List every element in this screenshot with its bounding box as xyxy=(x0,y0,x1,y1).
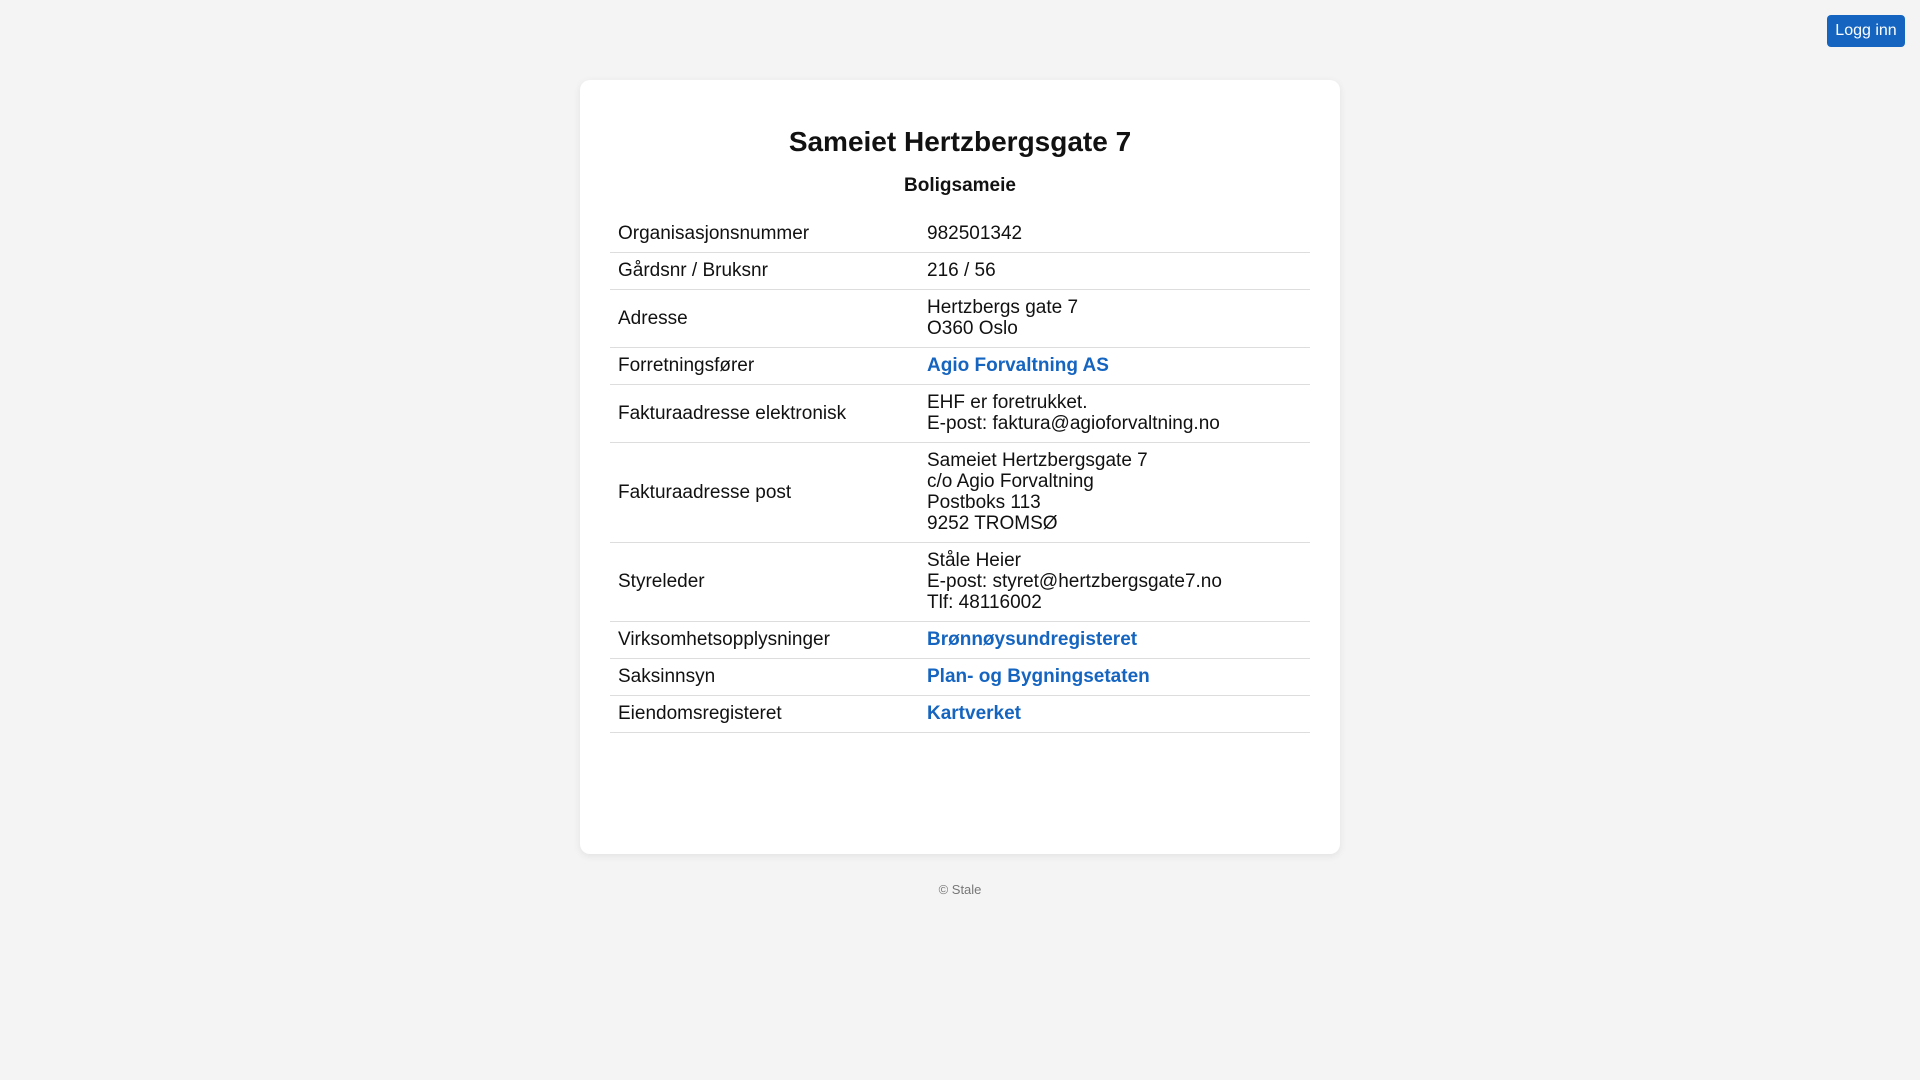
row-value: Hertzbergs gate 7 O360 Oslo xyxy=(919,290,1310,348)
row-value-link[interactable]: Agio Forvaltning AS xyxy=(927,355,1109,376)
info-card xyxy=(580,80,1340,854)
row-label: Styreleder xyxy=(610,543,919,622)
row-value: Ståle Heier E-post: styret@hertzbergsgate7.no Tlf: 48116002 xyxy=(919,543,1310,622)
row-value: 982501342 xyxy=(919,216,1310,253)
row-value-link[interactable]: Brønnøysundregisteret xyxy=(927,629,1138,650)
table-row xyxy=(610,385,1310,443)
row-label: Eiendomsregisteret xyxy=(610,696,919,733)
row-value: EHF er foretrukket. E-post: faktura@agioforvaltning.no xyxy=(919,385,1310,443)
row-label: Fakturaadresse post xyxy=(610,443,919,543)
row-value-link[interactable]: Kartverket xyxy=(927,703,1021,724)
table-row xyxy=(610,290,1310,348)
row-label: Saksinnsyn xyxy=(610,659,919,696)
table-row xyxy=(610,443,1310,543)
row-value-cell xyxy=(919,622,1310,659)
page-subtitle: Boligsameie xyxy=(904,175,1016,196)
row-label: Virksomhetsopplysninger xyxy=(610,622,919,659)
row-value: 216 / 56 xyxy=(919,253,1310,290)
row-label: Adresse xyxy=(610,290,919,348)
row-value-cell xyxy=(919,659,1310,696)
table-row xyxy=(610,216,1310,253)
table-row xyxy=(610,543,1310,622)
row-value-link[interactable]: Plan- og Bygningsetaten xyxy=(927,666,1150,687)
row-label: Organisasjonsnummer xyxy=(610,216,919,253)
table-row xyxy=(610,659,1310,696)
table-row xyxy=(610,622,1310,659)
row-label: Forretningsfører xyxy=(610,348,919,385)
row-label: Gårdsnr / Bruksnr xyxy=(610,253,919,290)
login-button[interactable]: Logg inn xyxy=(1827,15,1905,47)
table-row xyxy=(610,348,1310,385)
row-value: Sameiet Hertzbergsgate 7 c/o Agio Forvaltning Postboks 113 9252 TROMSØ xyxy=(919,443,1310,543)
page-title: Sameiet Hertzbergsgate 7 xyxy=(788,126,1132,157)
row-value-cell xyxy=(919,348,1310,385)
info-table xyxy=(610,216,1310,733)
row-label: Fakturaadresse elektronisk xyxy=(610,385,919,443)
table-row xyxy=(610,253,1310,290)
row-value-cell xyxy=(919,696,1310,733)
footer-copyright: © Stale xyxy=(938,882,982,897)
table-row xyxy=(610,696,1310,733)
